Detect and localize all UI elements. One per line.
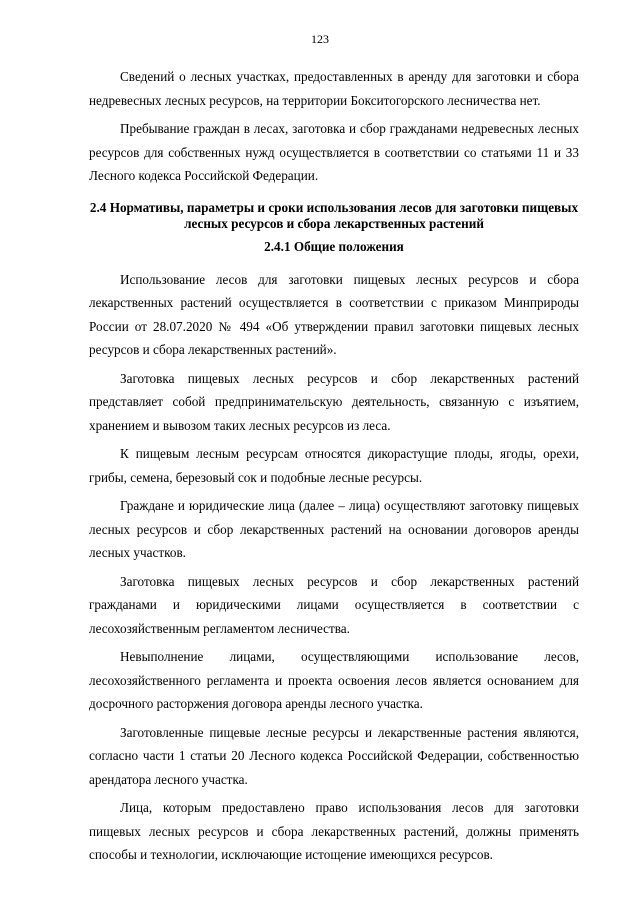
paragraph-early-termination: Невыполнение лицами, осуществляющими использование лесов, лесохозяйственного регламента и проекта освоения лесов является основанием для досрочного расторжения договора аренды лесного участка.	[89, 649, 579, 711]
paragraph-no-lease-info: Сведений о лесных участках, предоставленных в аренду для заготовки и сбора недревесных лесных ресурсов, на территории Бокситогорского лесничества нет.	[89, 69, 579, 108]
page-content	[89, 65, 579, 872]
paragraph-food-resources-list: К пищевым лесным ресурсам относятся дикорастущие плоды, ягоды, орехи, грибы, семена, березовый сок и подобные лесные ресурсы.	[89, 446, 579, 485]
section-heading: 2.4 Нормативы, параметры и сроки использования лесов для заготовки пищевых лесных ресурсов и сбора лекарственных растений	[89, 199, 579, 231]
paragraph-forest-use-order: Использование лесов для заготовки пищевых лесных ресурсов и сбора лекарственных растений осуществляется в соответствии с приказом Минприроды России от 28.07.2020 № 494 «Об утверждении правил заготовки пищевых лесных ресурсов и сбора лекарственных растений».	[89, 271, 579, 357]
paragraph-citizens-stay: Пребывание граждан в лесах, заготовка и сбор гражданами недревесных лесных ресурсов для собственных нужд осуществляется в соответствии со статьями 11 и 33 Лесного кодекса Российской Федерации.	[89, 121, 579, 183]
paragraph-entrepreneurial-activity: Заготовка пищевых лесных ресурсов и сбор лекарственных растений представляет собой предпринимательскую деятельность, связанную с изъятием, хранением и вывозом таких лесных ресурсов из леса.	[89, 370, 579, 433]
paragraph-technologies: Лица, которым предоставлено право использования лесов для заготовки пищевых лесных ресурсов и сбора лекарственных растений, должны применять способы и технологии, исключающие истощение имеющихся ресурсов.	[89, 800, 579, 862]
paragraph-ownership: Заготовленные пищевые лесные ресурсы и лекарственные растения являются, согласно части 1 статьи 20 Лесного кодекса Российской Федерации, собственностью арендатора лесного участка.	[89, 724, 579, 787]
subsection-heading: 2.4.1 Общие положения	[264, 238, 404, 254]
paragraph-regulation-compliance: Заготовка пищевых лесных ресурсов и сбор лекарственных растений гражданами и юридическими лицами осуществляется в соответствии с лесохозяйственным регламентом лесничества.	[89, 573, 579, 636]
paragraph-lease-basis: Граждане и юридические лица (далее – лица) осуществляют заготовку пищевых лесных ресурсов и сбор лекарственных растений на основании договоров аренды лесных участков.	[89, 498, 579, 560]
page-number: 123	[311, 32, 329, 46]
